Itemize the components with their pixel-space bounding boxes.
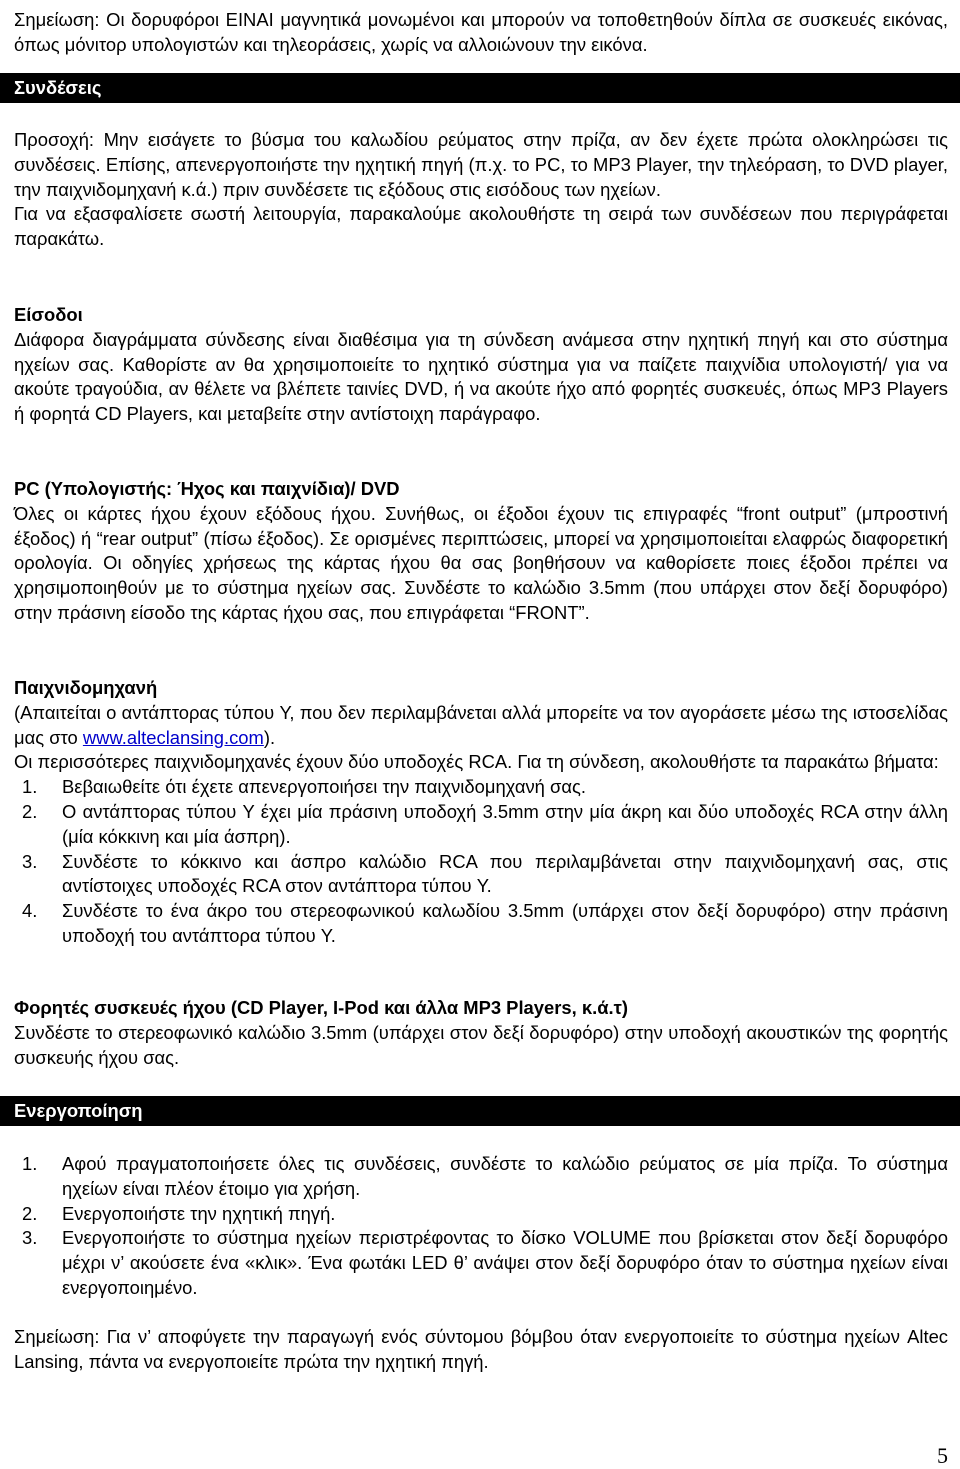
list-item bbox=[14, 775, 948, 800]
step-text: Συνδέστε το ένα άκρο του στερεοφωνικού καλωδίου 3.5mm (υπάρχει στον δεξί δορυφόρο) στην πράσινη υποδοχή του αντάπτορα τύπου Y. bbox=[62, 900, 948, 946]
step-text: Συνδέστε το κόκκινο και άσπρο καλώδιο RCA που περιλαμβάνεται στην παιχνιδομηχανή σας, στις αντίστοιχες υποδοχές RCA στον αντάπτορα τύπου Y. bbox=[62, 850, 948, 897]
step-number: 2. bbox=[22, 800, 38, 822]
console-steps-list bbox=[14, 775, 948, 949]
connections-section bbox=[14, 128, 948, 252]
step-text: Ενεργοποιήστε το σύστημα ηχείων περιστρέφοντας το δίσκο VOLUME που βρίσκεται στον δεξί δορυφόρο μέχρι ν’ ακούσετε ένα «κλικ». Ένα φωτάκι LED θ’ ανάψει στον δεξί δορυφόρο όταν το σύστημα ηχείων είναι ενεργοποιημένο. bbox=[62, 1227, 948, 1298]
section-bar-connections bbox=[0, 73, 960, 103]
list-item bbox=[14, 1202, 948, 1227]
portable-section bbox=[14, 996, 948, 1070]
portable-body: Συνδέστε το στερεοφωνικό καλώδιο 3.5mm (υπάρχει στον δεξί δορυφόρο) στην υποδοχή ακουστικών της φορητής συσκευής ήχου σας. bbox=[14, 1021, 948, 1068]
section-title-power: Ενεργοποίηση bbox=[14, 1100, 143, 1121]
console-adapter-text: (Απαιτείται ο αντάπτορας τύπου Y, που δεν περιλαμβάνεται αλλά μπορείτε να τον αγοράσετε μέσω της ιστοσελίδας μας στο bbox=[14, 701, 948, 748]
step-number: 4. bbox=[22, 900, 38, 922]
power-section bbox=[14, 1152, 948, 1301]
altec-website-link[interactable]: www.alteclansing.com bbox=[82, 726, 264, 748]
console-adapter-note bbox=[14, 701, 948, 751]
connections-warning: Προσοχή: Μην εισάγετε το βύσμα του καλωδίου ρεύματος στην πρίζα, αν δεν έχετε πρώτα ολοκληρώσει τις συνδέσεις. Επίσης, απενεργοποιήστε την ηχητική πηγή (π.χ. το PC, το MP3 Player, την τηλεόραση, το DVD player, την παιχνιδομηχανή κ.ά.) πριν συνδέσετε τις εξόδους στις εισόδους των ηχείων. bbox=[14, 129, 948, 200]
console-rca-intro: Οι περισσότερες παιχνιδομηχανές έχουν δύο υποδοχές RCA. Για τη σύνδεση, ακολουθήστε τα παρακάτω βήματα: bbox=[14, 751, 939, 773]
step-number: 3. bbox=[22, 850, 38, 872]
list-item bbox=[14, 1152, 948, 1202]
inputs-section bbox=[14, 303, 948, 427]
console-heading: Παιχνιδομηχανή bbox=[14, 677, 158, 698]
power-note-section bbox=[14, 1325, 948, 1375]
pc-heading: PC (Υπολογιστής: Ήχος και παιχνίδια)/ DVD bbox=[14, 478, 400, 499]
pc-body: Όλες οι κάρτες ήχου έχουν εξόδους ήχου. Συνήθως, οι έξοδοι έχουν τις επιγραφές “front output” (μπροστινή έξοδος) ή “rear output” (πίσω έξοδος). Σε ορισμένες περιπτώσεις, μπορεί να χρησιμοποιείται ελαφρώς διαφορετική ορολογία. Οι οδηγίες χρήσεως της κάρτας ήχου θα σας βοηθήσουν να καθορίσετε ποιες έξοδοι πρέπει να χρησιμοποιηθούν με το σύστημα ηχείων σας. Συνδέστε το καλώδιο 3.5mm (που υπάρχει στον δεξί δορυφόρο) στην πράσινη είσοδο της κάρτας ήχου σας, που επιγράφεται “FRONT”. bbox=[14, 502, 948, 623]
step-text: Ο αντάπτορας τύπου Y έχει μία πράσινη υποδοχή 3.5mm στην μία άκρη και δύο υποδοχές RCA στην άλλη (μία κόκκινη και μία άσπρη). bbox=[62, 800, 948, 847]
page-number: 5 bbox=[937, 1443, 948, 1468]
portable-heading: Φορητές συσκευές ήχου (CD Player, I-Pod και άλλα MP3 Players, κ.ά.τ) bbox=[14, 997, 628, 1018]
console-adapter-text-end: ). bbox=[263, 726, 276, 748]
inputs-heading: Είσοδοι bbox=[14, 304, 83, 325]
list-item bbox=[14, 1226, 948, 1300]
step-text: Βεβαιωθείτε ότι έχετε απενεργοποιήσει την παιχνιδομηχανή σας. bbox=[62, 776, 586, 798]
console-section bbox=[14, 676, 948, 949]
step-number: 1. bbox=[22, 776, 38, 798]
top-note: Σημείωση: Οι δορυφόροι ΕΙΝΑΙ μαγνητικά μονωμένοι και μπορούν να τοποθετηθούν δίπλα σε συσκευές εικόνας, όπως μόνιτορ υπολογιστών και τηλεοράσεις, χωρίς να αλλοιώνουν την εικόνα. bbox=[14, 9, 948, 55]
step-text: Ενεργοποιήστε την ηχητική πηγή. bbox=[62, 1202, 336, 1224]
list-item bbox=[14, 800, 948, 850]
pc-section bbox=[14, 477, 948, 626]
connections-order-note: Για να εξασφαλίσετε σωστή λειτουργία, παρακαλούμε ακολουθήστε τη σειρά των συνδέσεων που περιγράφεται παρακάτω. bbox=[14, 203, 948, 250]
step-number: 2. bbox=[22, 1202, 38, 1224]
list-item bbox=[14, 899, 948, 949]
power-note: Σημείωση: Για ν’ αποφύγετε την παραγωγή ενός σύντομου βόμβου όταν ενεργοποιείτε το σύστημα ηχείων Altec Lansing, πάντα να ενεργοποιείτε πρώτα την ηχητική πηγή. bbox=[14, 1326, 948, 1372]
section-bar-power bbox=[0, 1096, 960, 1126]
step-text: Αφού πραγματοποιήσετε όλες τις συνδέσεις, συνδέστε το καλώδιο ρεύματος σε μία πρίζα. Το σύστημα ηχείων είναι πλέον έτοιμο για χρήση. bbox=[62, 1153, 948, 1199]
list-item bbox=[14, 850, 948, 900]
inputs-body: Διάφορα διαγράμματα σύνδεσης είναι διαθέσιμα για τη σύνδεση ανάμεσα στην ηχητική πηγή και στο σύστημα ηχείων σας. Καθορίστε αν θα χρησιμοποιείτε το ηχητικό σύστημα για να παίζετε παιχνίδια υπολογιστή/ για να ακούτε τραγούδια, αν θέλετε να βλέπετε ταινίες DVD, ή να ακούτε ήχο από φορητές συσκευές, όπως MP3 Players ή φορητά CD Players, και μεταβείτε στην αντίστοιχη παράγραφο. bbox=[14, 328, 948, 425]
section-title-connections: Συνδέσεις bbox=[14, 77, 102, 98]
step-number: 3. bbox=[22, 1227, 38, 1249]
step-number: 1. bbox=[22, 1153, 38, 1174]
power-steps-list bbox=[14, 1152, 948, 1301]
